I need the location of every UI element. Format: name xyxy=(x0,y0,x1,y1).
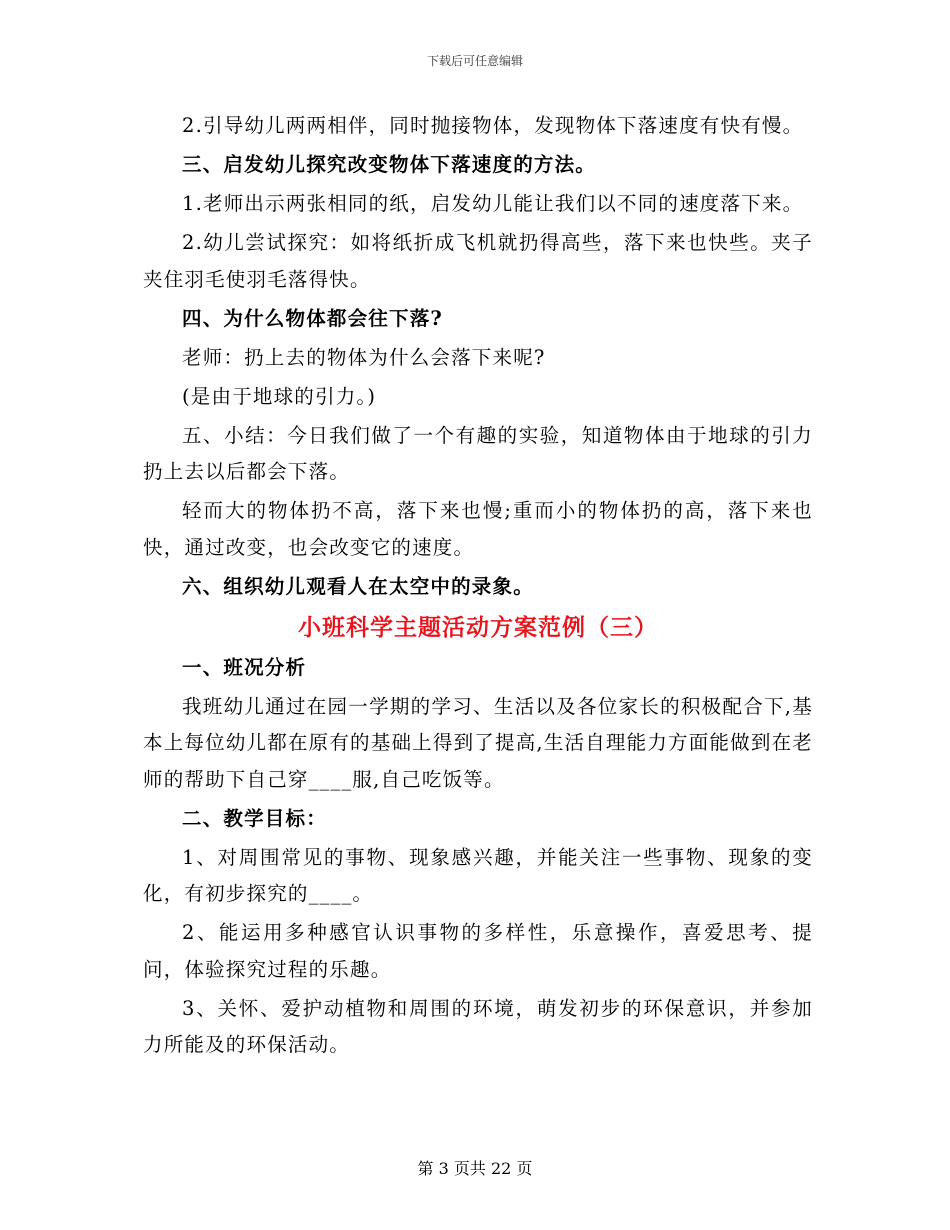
section-heading: 二、教学目标： xyxy=(182,806,327,830)
section-heading: 四、为什么物体都会往下落? xyxy=(182,306,444,330)
paragraph: (是由于地球的引力。) xyxy=(182,384,377,408)
paragraph: 1、对周围常见的事物、现象感兴趣，并能关注一些事物、现象的变化，有初步探究的____。 xyxy=(143,845,813,905)
paragraph: 2.引导幼儿两两相伴，同时抛接物体，发现物体下落速度有快有慢。 xyxy=(182,114,804,137)
paragraph: 3、关怀、爱护动植物和周围的环境，萌发初步的环保意识，并参加力所能及的环保活动。 xyxy=(143,996,813,1056)
section-heading: 六、组织幼儿观看人在太空中的录象。 xyxy=(182,574,534,598)
paragraph: 1.老师出示两张相同的纸，启发幼儿能让我们以不同的速度落下来。 xyxy=(182,192,804,215)
paragraph: 我班幼儿通过在园一学期的学习、生活以及各位家长的积极配合下,基本上每位幼儿都在原有的基础上得到了提高,生活自理能力方面能做到在老师的帮助下自己穿____服,自己吃饭等。 xyxy=(143,694,813,791)
document-body xyxy=(143,108,813,1066)
page-footer: 第 3 页共 22 页 xyxy=(417,1159,533,1178)
paragraph: 老师：扔上去的物体为什么会落下来呢? xyxy=(182,345,546,369)
paragraph: 轻而大的物体扔不高，落下来也慢;重而小的物体扔的高，落下来也快，通过改变，也会改变它的速度。 xyxy=(143,499,813,559)
section-heading: 三、启发幼儿探究改变物体下落速度的方法。 xyxy=(182,153,597,176)
paragraph: 2、能运用多种感官认识事物的多样性，乐意操作，喜爱思考、提问，体验探究过程的乐趣。 xyxy=(143,921,813,981)
page-header: 下载后可任意编辑 xyxy=(426,54,523,68)
paragraph: 五、小结：今日我们做了一个有趣的实验，知道物体由于地球的引力扔上去以后都会下落。 xyxy=(143,423,813,483)
paragraph: 2.幼儿尝试探究：如将纸折成飞机就扔得高些，落下来也快些。夹子夹住羽毛使羽毛落得快。 xyxy=(143,231,813,291)
section-heading: 一、班况分析 xyxy=(182,655,307,679)
document-title: 小班科学主题活动方案范例（三） xyxy=(298,613,658,641)
